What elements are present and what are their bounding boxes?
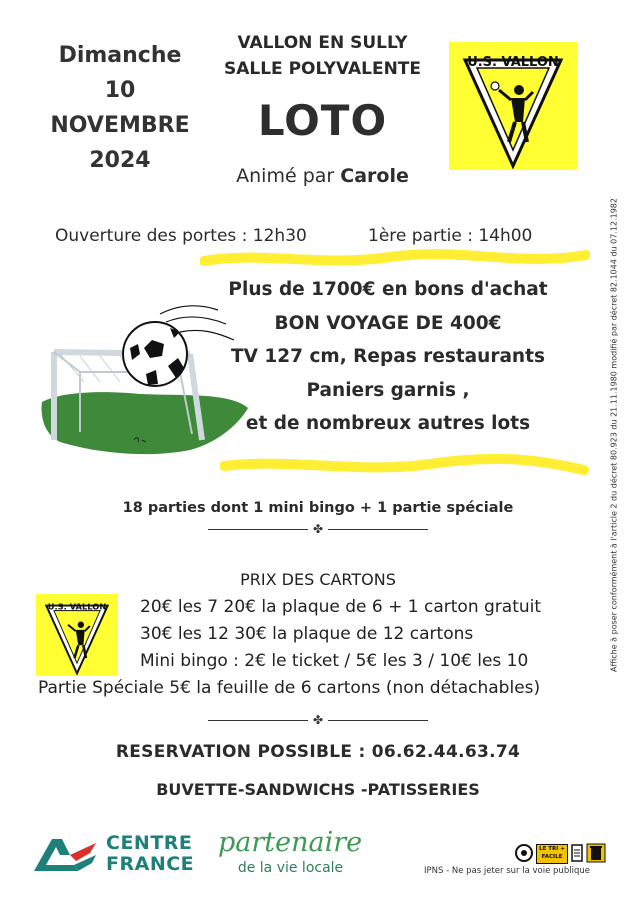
partner-title: partenaire xyxy=(218,827,363,858)
recycling-info xyxy=(514,841,606,865)
football-goal-illustration xyxy=(40,292,250,457)
triman-icon xyxy=(514,843,534,863)
venue xyxy=(205,30,440,82)
fleuron-icon: ✤ xyxy=(308,712,328,728)
partner-subtitle: de la vie locale xyxy=(237,860,344,876)
prize-item: TV 127 cm, Repas restaurants xyxy=(231,346,545,367)
prize-item: Paniers garnis , xyxy=(306,379,470,401)
reservation-line: RESERVATION POSSIBLE : 06.62.44.63.74 xyxy=(115,742,521,762)
sponsor-line1: CENTRE xyxy=(106,832,193,854)
ornament-divider xyxy=(208,712,428,728)
price-line: Mini bingo : 2€ le ticket / 5€ les 3 / 10€ les 10 xyxy=(140,651,529,671)
ipns-notice: IPNS - Ne pas jeter sur la voie publique xyxy=(424,866,590,876)
doors-opening: Ouverture des portes : 12h30 xyxy=(55,226,307,246)
host-line xyxy=(205,165,440,187)
prize-item: Plus de 1700€ en bons d'achat xyxy=(228,279,548,300)
price-line: Partie Spéciale 5€ la feuille de 6 cartons (non détachables) xyxy=(38,678,541,698)
recycling-bin-icon xyxy=(586,843,606,863)
event-date xyxy=(40,38,200,178)
club-crest-icon xyxy=(36,594,118,676)
highlight-stroke-bottom xyxy=(220,452,590,482)
price-line: 30€ les 12 30€ la plaque de 12 cartons xyxy=(140,624,474,644)
date-weekday: Dimanche xyxy=(58,43,182,68)
date-year: 2024 xyxy=(89,148,151,173)
prize-item: BON VOYAGE DE 400€ xyxy=(274,312,502,334)
fleuron-icon: ✤ xyxy=(308,521,328,537)
paper-icon xyxy=(570,843,584,863)
club-logo xyxy=(449,42,577,170)
venue-hall: SALLE POLYVALENTE xyxy=(223,59,422,79)
price-heading: PRIX DES CARTONS xyxy=(240,570,396,589)
date-month: NOVEMBRE xyxy=(50,113,190,138)
ornament-divider xyxy=(208,521,428,537)
legal-notice xyxy=(604,198,624,672)
games-count: 18 parties dont 1 mini bingo + 1 partie spéciale xyxy=(122,500,514,516)
credit-agricole-logo-icon xyxy=(30,833,100,877)
first-game-time: 1ère partie : 14h00 xyxy=(368,226,533,246)
host-prefix: Animé par xyxy=(236,165,341,187)
club-logo-small xyxy=(36,594,118,676)
club-logo-text: U.S. VALLON xyxy=(467,55,559,70)
prize-list xyxy=(208,273,568,441)
date-day: 10 xyxy=(104,78,136,103)
club-crest-icon xyxy=(449,42,577,170)
sponsor-name xyxy=(106,833,194,875)
legal-notice-text: Affiche à poser conformément à l'article 2 du décret 80.923 du 21.11.1980 modifié par décret 82.1044 du 07.12.1982 xyxy=(609,198,619,672)
price-line: 20€ les 7 20€ la plaque de 6 + 1 carton gratuit xyxy=(140,597,542,617)
club-logo-text: U.S. VALLON xyxy=(47,601,107,612)
event-title: LOTO xyxy=(257,96,388,145)
venue-town: VALLON EN SULLY xyxy=(237,33,408,53)
prize-item: et de nombreux autres lots xyxy=(245,413,531,434)
refreshments-line: BUVETTE-SANDWICHS -PATISSERIES xyxy=(156,780,480,799)
tri-plus-facile-badge: LE TRI + FACILE xyxy=(536,844,568,864)
host-name: Carole xyxy=(340,165,409,187)
sponsor-line2: FRANCE xyxy=(106,853,195,875)
highlight-stroke-top xyxy=(200,245,590,275)
